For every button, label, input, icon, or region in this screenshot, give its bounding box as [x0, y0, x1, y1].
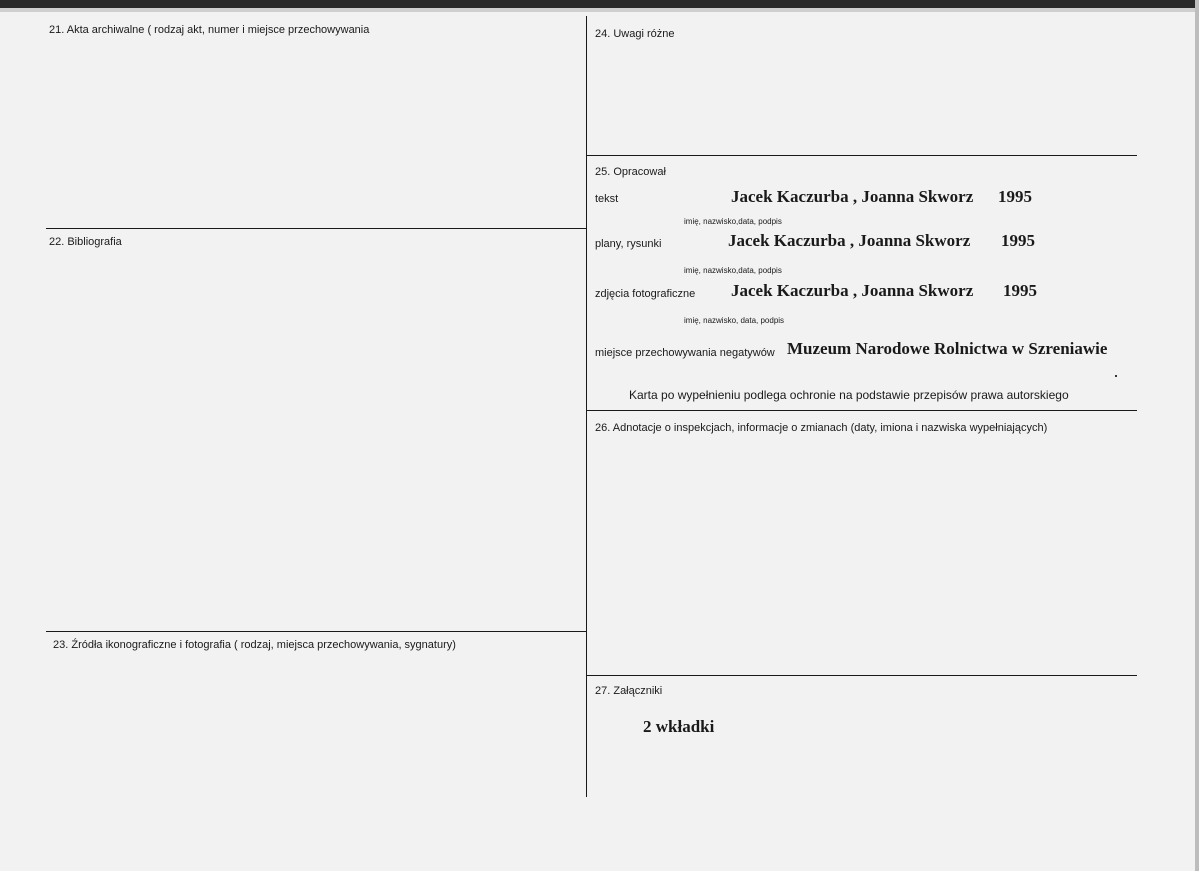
row-photos-label: zdjęcia fotograficzne	[595, 288, 696, 300]
section-24-label: 24. Uwagi różne	[595, 28, 675, 40]
scan-right-edge	[1195, 0, 1199, 871]
row-text-value: Jacek Kaczurba , Joanna Skworz	[731, 187, 974, 206]
section-27-label: 27. Załączniki	[595, 685, 663, 697]
section-23-label: 23. Źródła ikonograficzne i fotografia ( rodzaj, miejsca przechowywania, sygnatury)	[53, 639, 456, 651]
row-plans-value: Jacek Kaczurba , Joanna Skworz	[728, 231, 971, 250]
divider-24-25	[587, 155, 1137, 156]
divider-21-22	[46, 228, 586, 229]
divider-22-23	[46, 631, 586, 632]
scan-top-shadow	[0, 8, 1199, 12]
section-25-label: 25. Opracował	[595, 166, 666, 178]
storage-label: miejsce przechowywania negatywów	[595, 347, 775, 359]
divider-26-27	[587, 675, 1137, 676]
section-26-label: 26. Adnotacje o inspekcjach, informacje o zmianach (daty, imiona i nazwiska wypełniających)	[595, 422, 1048, 434]
row-plans-label: plany, rysunki	[595, 238, 662, 250]
row-photos-year: 1995	[1003, 281, 1037, 300]
stray-mark	[1115, 375, 1117, 377]
copyright-note: Karta po wypełnieniu podlega ochronie na podstawie przepisów prawa autorskiego	[629, 388, 1069, 402]
row-photos-caption: imię, nazwisko, data, podpis	[684, 316, 785, 325]
storage-value: Muzeum Narodowe Rolnictwa w Szreniawie	[787, 339, 1108, 358]
attachments-value: 2 wkładki	[643, 717, 715, 736]
section-21-label: 21. Akta archiwalne ( rodzaj akt, numer i miejsce przechowywania	[49, 24, 370, 36]
row-text-caption: imię, nazwisko,data, podpis	[684, 217, 782, 226]
row-photos-value: Jacek Kaczurba , Joanna Skworz	[731, 281, 974, 300]
divider-25-26	[587, 410, 1137, 411]
row-text-label: tekst	[595, 193, 619, 205]
center-divider	[586, 16, 587, 797]
row-plans-year: 1995	[1001, 231, 1035, 250]
row-text-year: 1995	[998, 187, 1032, 206]
section-22-label: 22. Bibliografia	[49, 236, 122, 248]
scan-top-edge	[0, 0, 1199, 8]
row-plans-caption: imię, nazwisko,data, podpis	[684, 266, 782, 275]
